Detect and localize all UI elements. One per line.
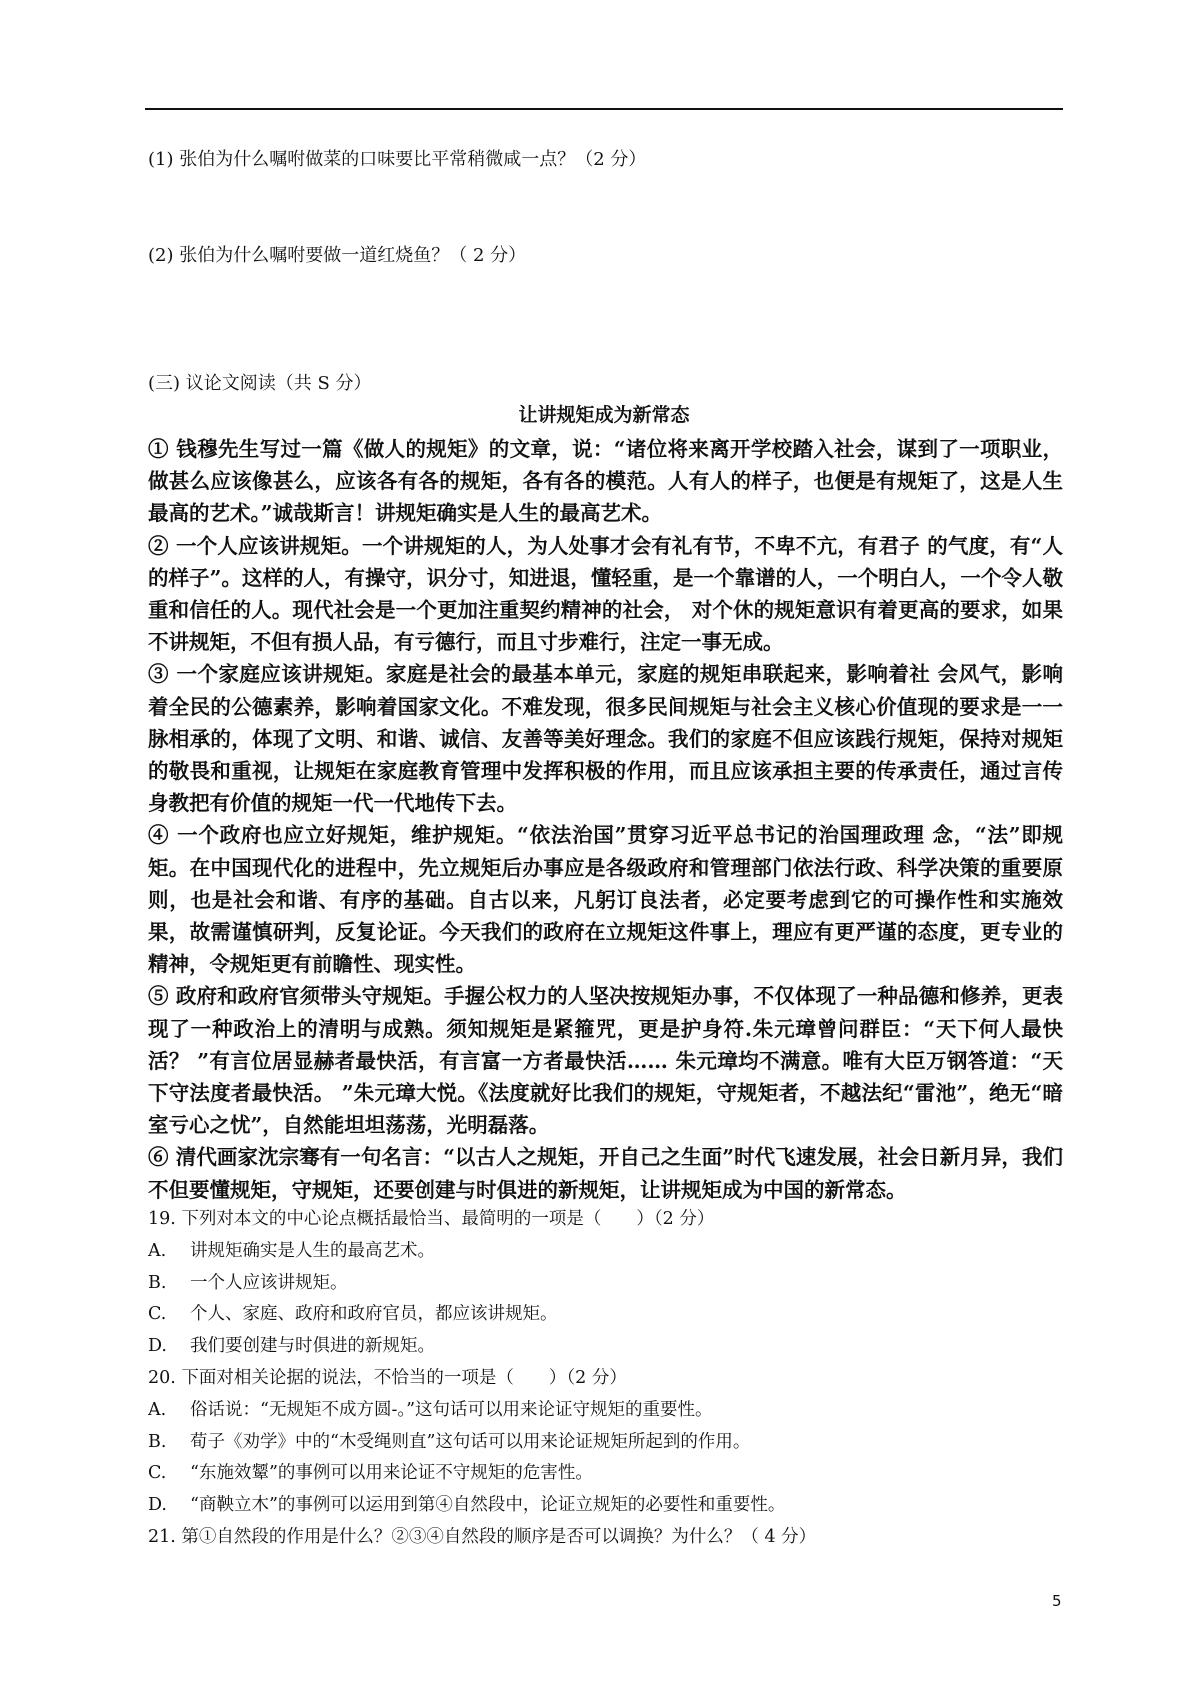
question-19-option-c xyxy=(148,1299,1063,1331)
option-letter: B. xyxy=(148,1431,167,1452)
option-text: 讲规矩确实是人生的最高艺术。 xyxy=(190,1240,435,1261)
question-19-option-d xyxy=(148,1331,1063,1363)
question-19-option-b xyxy=(148,1268,1063,1300)
paragraph-1: ① 钱穆先生写过一篇《做人的规矩》的文章，说：“诸位将来离开学校踏入社会，谋到了一项职业，做甚么应该像甚么，应该各有各的规矩，各有各的模范。人有人的样子，也便是有规矩了，这是人生最高的艺术。”诚哉斯言！讲规矩确实是人生的最高艺术。 xyxy=(148,437,1063,526)
paragraph-4: ④ 一个政府也应立好规矩，维护规矩。“依法治国”贯穿习近平总书记的治国理政理 念，“法”即规矩。在中国现代化的进程中，先立规矩后办事应是各级政府和管理部门依法行政、科学决策的重要原则，也是社会和谐、有序的基础。自古以来，凡躬订良法者，必定要考虑到它的可操作性和实施效果，故需谨慎研判，反复论证。今天我们的政府在立规矩这件事上，理应有更严谨的态度，更专业的精神，令规矩更有前瞻性、现实性。 xyxy=(148,823,1063,977)
option-letter: D. xyxy=(148,1495,167,1516)
page-number: 5 xyxy=(1052,1592,1062,1610)
question-20-option-d xyxy=(148,1490,1063,1522)
article-body xyxy=(148,433,1063,1206)
header-rule xyxy=(145,108,1063,110)
paragraph-3: ③ 一个家庭应该讲规矩。家庭是社会的最基本单元，家庭的规矩串联起来，影响着社 会风气，影响着全民的公德素养，影响着国家文化。不难发现，很多民间规矩与社会主义核心价值现的要求是一一脉相承的，体现了文明、和谐、诚信、友善等美好理念。我们的家庭不但应该践行规矩，保持对规矩的敬畏和重视，让规矩在家庭教育管理中发挥积极的作用，而且应该承担主要的传承责任，通过言传身教把有价值的规矩一代一代地传下去。 xyxy=(148,662,1063,816)
section-heading: (三) 议论文阅读（共 S 分） xyxy=(148,373,372,394)
option-text: 个人、家庭、政府和政府官员，都应该讲规矩。 xyxy=(190,1304,558,1325)
question-20-option-a xyxy=(148,1395,1063,1427)
option-text: 俗话说：“无规矩不成方圆-。”这句话可以用来论证守规矩的重要性。 xyxy=(190,1399,713,1420)
question-21-stem: 21. 第①自然段的作用是什么？②③④自然段的顺序是否可以调换？为什么？（ 4 分） xyxy=(148,1526,817,1547)
paragraph-2: ② 一个人应该讲规矩。一个讲规矩的人，为人处事才会有礼有节，不卑不亢，有君子 的气度，有“人的样子”。这样的人，有操守，识分寸，知进退，懂轻重，是一个靠谱的人，一个明白人，一个令人敬重和信任的人。现代社会是一个更加注重契约精神的社会， 对个休的规矩意识有着更高的要求，如果不讲规矩，不但有损人品，有亏德行，而且寸步难行，注定一事无成。 xyxy=(148,533,1063,655)
question-20-stem: 20. 下面对相关论据的说法，不恰当的一项是（ ）（2 分） xyxy=(148,1367,627,1388)
option-letter: D. xyxy=(148,1336,167,1357)
question-1: (1) 张伯为什么嘱咐做菜的口味要比平常稍微咸一点？（2 分） xyxy=(148,149,647,170)
option-letter: B. xyxy=(148,1272,167,1293)
quiz-section xyxy=(148,1204,1063,1554)
option-letter: C. xyxy=(148,1304,167,1325)
option-text: “东施效颦”的事例可以用来论证不守规矩的危害性。 xyxy=(190,1463,593,1484)
option-letter: A. xyxy=(148,1399,167,1420)
option-letter: A. xyxy=(148,1240,167,1261)
question-20-option-b xyxy=(148,1427,1063,1459)
question-19-stem: 19. 下列对本文的中心论点概括最恰当、最简明的一项是（ ）（2 分） xyxy=(148,1209,715,1229)
paragraph-5: ⑤ 政府和政府官须带头守规矩。手握公权力的人坚决按规矩办事，不仅体现了一种品德和修养，更表现了一种政治上的清明与成熟。须知规矩是紧箍咒，更是护身符.朱元璋曾问群臣：“天下何人最快活？ ”有言位居显赫者最快活，有言富一方者最快活…… 朱元璋均不满意。唯有大臣万钢答道：“天下守法度者最快活。 ”朱元璋大悦。《法度就好比我们的规矩，守规矩者，不越法纪“雷池”，绝无“暗室亏心之忧”，自然能坦坦荡荡，光明磊落。 xyxy=(148,984,1063,1138)
question-20-option-c xyxy=(148,1458,1063,1490)
option-letter: C. xyxy=(148,1463,167,1484)
option-text: 我们要创建与时俱进的新规矩。 xyxy=(190,1336,435,1357)
option-text: “商鞅立木”的事例可以运用到第④自然段中，论证立规矩的必要性和重要性。 xyxy=(190,1495,786,1516)
question-2: (2) 张伯为什么嘱咐要做一道红烧鱼？（ 2 分） xyxy=(148,245,527,266)
paragraph-6: ⑥ 清代画家沈宗骞有一句名言：“以古人之规矩，开自己之生面”时代飞速发展，社会日新月异，我们不但要懂规矩，守规矩，还要创建与时俱进的新规矩，让讲规矩成为中国的新常态。 xyxy=(148,1145,1063,1202)
question-19-option-a xyxy=(148,1236,1063,1268)
option-text: 一个人应该讲规矩。 xyxy=(190,1272,348,1293)
article-title: 让讲规矩成为新常态 xyxy=(518,404,690,426)
option-text: 荀子《劝学》中的“木受绳则直”这句话可以用来论证规矩所起到的作用。 xyxy=(190,1431,751,1452)
